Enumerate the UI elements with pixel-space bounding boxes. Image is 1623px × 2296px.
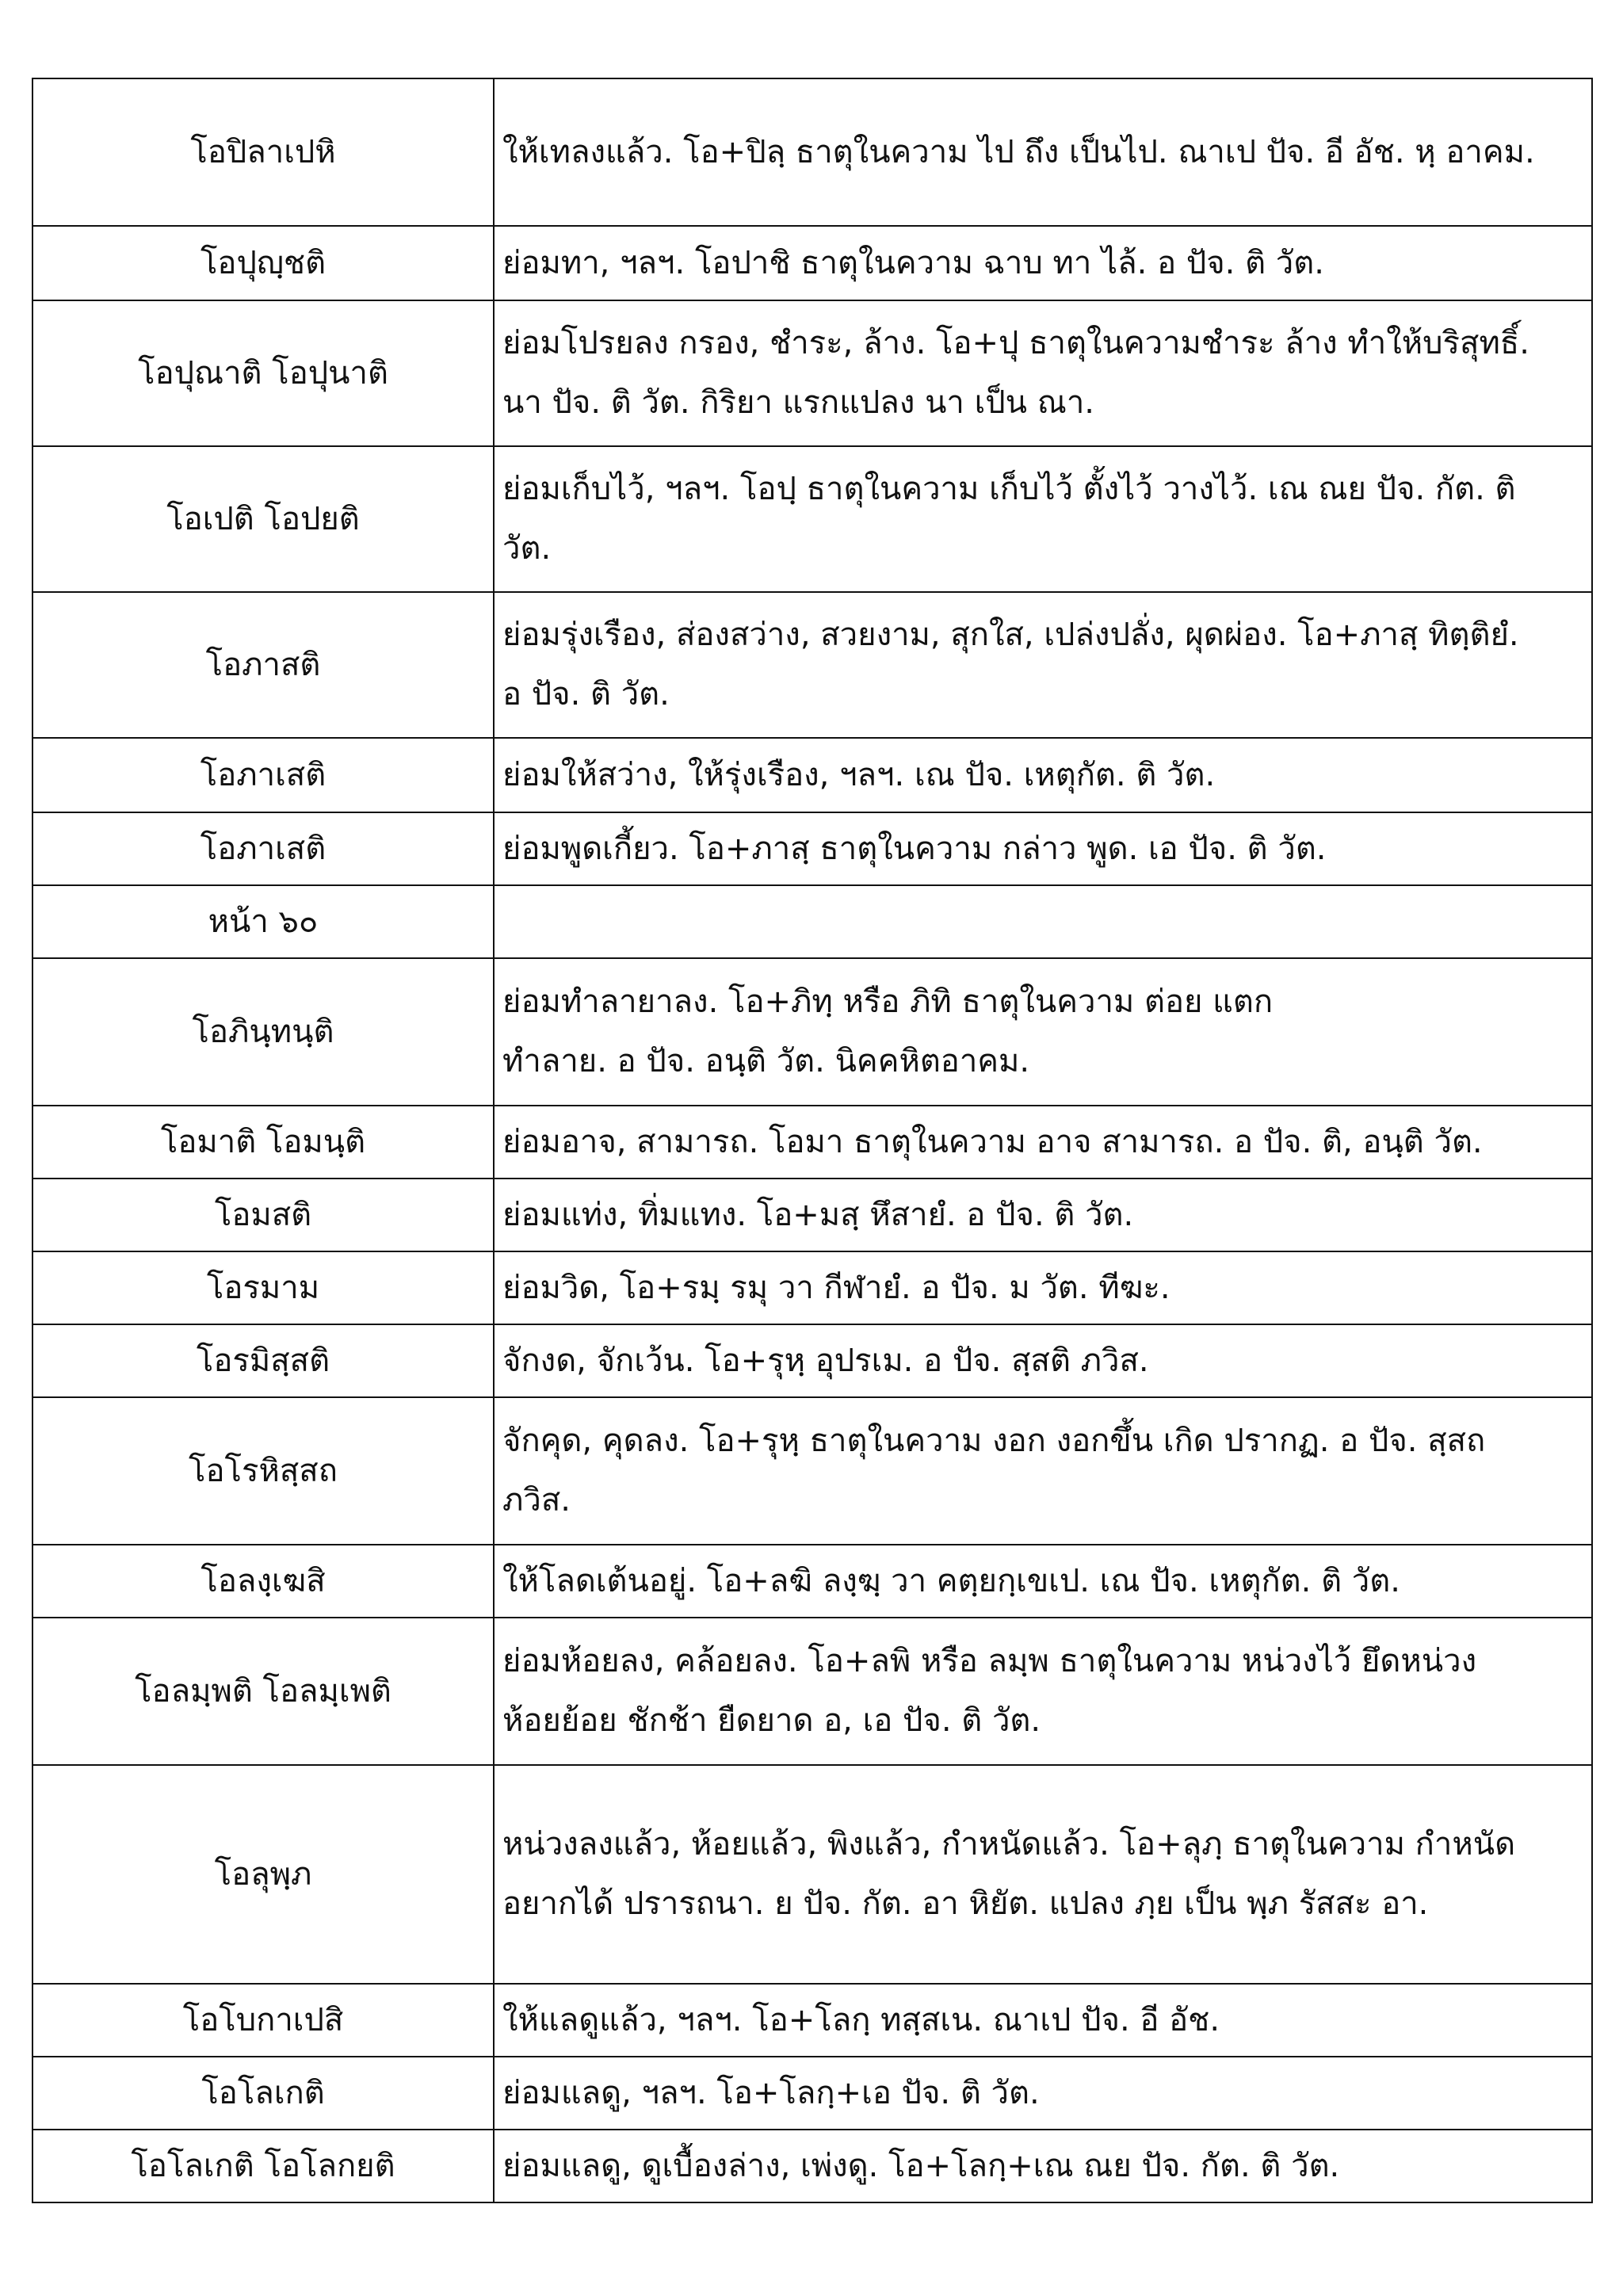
definition-cell: ย่อมพูดเกี้ยว. โอ+ภาสฺ ธาตุในความ กล่าว พูด. เอ ปัจ. ติ วัต. xyxy=(494,812,1592,885)
table-row xyxy=(32,1251,1592,1324)
term-cell: โอลงฺเฆสิ xyxy=(32,1545,494,1618)
table-row xyxy=(32,1765,1592,1984)
table-row xyxy=(32,2130,1592,2202)
term-cell: โอโลเกติ xyxy=(32,2057,494,2130)
table-row xyxy=(32,738,1592,812)
definition-cell: จักคุด, คุดลง. โอ+รุหฺ ธาตุในความ งอก งอกขึ้น เกิด ปรากฏ. อ ปัจ. สฺสถ ภวิส. xyxy=(494,1397,1592,1545)
table-row xyxy=(32,1324,1592,1397)
term-cell: โอปุญฺชติ xyxy=(32,226,494,300)
definition-cell: ย่อมอาจ, สามารถ. โอมา ธาตุในความ อาจ สามารถ. อ ปัจ. ติ, อนฺติ วัต. xyxy=(494,1106,1592,1179)
table-row xyxy=(32,78,1592,226)
definition-cell: ย่อมแท่ง, ทิ่มแทง. โอ+มสฺ หึสายํ. อ ปัจ. ติ วัต. xyxy=(494,1179,1592,1251)
definition-cell: ย่อมเก็บไว้, ฯลฯ. โอปฺ ธาตุในความ เก็บไว้ ตั้งไว้ วางไว้. เณ ณย ปัจ. กัต. ติ วัต. xyxy=(494,446,1592,592)
table-row xyxy=(32,300,1592,446)
table-row xyxy=(32,1545,1592,1618)
table-row xyxy=(32,1106,1592,1179)
term-cell: โอรมิสฺสติ xyxy=(32,1324,494,1397)
vocabulary-table xyxy=(32,78,1593,2203)
term-cell: โอเปติ โอปยติ xyxy=(32,446,494,592)
definition-cell: ย่อมทา, ฯลฯ. โอปาชิ ธาตุในความ ฉาบ ทา ไล้. อ ปัจ. ติ วัต. xyxy=(494,226,1592,300)
term-cell: โอโลเกติ โอโลกยติ xyxy=(32,2130,494,2202)
term-cell: โอมาติ โอมนฺติ xyxy=(32,1106,494,1179)
term-cell: โอลมฺพติ โอลมฺเพติ xyxy=(32,1618,494,1765)
term-cell: หน้า ๖๐ xyxy=(32,885,494,958)
definition-cell: ให้แลดูแล้ว, ฯลฯ. โอ+โลกฺ ทสฺสเน. ณาเป ปัจ. อี อัช. xyxy=(494,1984,1592,2057)
term-cell: โอภาเสติ xyxy=(32,738,494,812)
definition-cell: ให้โลดเต้นอยู่. โอ+ลฆิ ลงฺฆฺ วา คตฺยกฺเขเป. เณ ปัจ. เหตุกัต. ติ วัต. xyxy=(494,1545,1592,1618)
table-row xyxy=(32,958,1592,1106)
term-cell: โอรมาม xyxy=(32,1251,494,1324)
definition-cell: ย่อมโปรยลง กรอง, ชำระ, ล้าง. โอ+ปุ ธาตุในความชำระ ล้าง ทำให้บริสุทธิ์. นา ปัจ. ติ วัต. กิริยา แรกแปลง นา เป็น ณา. xyxy=(494,300,1592,446)
table-row xyxy=(32,2057,1592,2130)
document-page xyxy=(32,78,1591,2203)
table-row xyxy=(32,885,1592,958)
table-row xyxy=(32,1397,1592,1545)
definition-cell: ย่อมห้อยลง, คล้อยลง. โอ+ลพิ หรือ ลมฺพ ธาตุในความ หน่วงไว้ ยึดหน่วง ห้อยย้อย ชักช้า ยืดยาด อ, เอ ปัจ. ติ วัต. xyxy=(494,1618,1592,1765)
term-cell: โอปุณาติ โอปุนาติ xyxy=(32,300,494,446)
definition-cell: จักงด, จักเว้น. โอ+รุหฺ อุปรเม. อ ปัจ. สฺสติ ภวิส. xyxy=(494,1324,1592,1397)
definition-cell: ย่อมแลดู, ดูเบื้องล่าง, เพ่งดู. โอ+โลกฺ+เณ ณย ปัจ. กัต. ติ วัต. xyxy=(494,2130,1592,2202)
table-row xyxy=(32,592,1592,738)
definition-cell: ย่อมแลดู, ฯลฯ. โอ+โลกฺ+เอ ปัจ. ติ วัต. xyxy=(494,2057,1592,2130)
term-cell: โอภินฺทนฺติ xyxy=(32,958,494,1106)
term-cell: โอปิลาเปหิ xyxy=(32,78,494,226)
definition-cell: ย่อมให้สว่าง, ให้รุ่งเรือง, ฯลฯ. เณ ปัจ. เหตุกัต. ติ วัต. xyxy=(494,738,1592,812)
term-cell: โอภาสติ xyxy=(32,592,494,738)
definition-cell: ย่อมทำลายาลง. โอ+ภิทฺ หรือ ภิทิ ธาตุในความ ต่อย แตก ทำลาย. อ ปัจ. อนฺติ วัต. นิคคหิตอาคม. xyxy=(494,958,1592,1106)
table-row xyxy=(32,812,1592,885)
definition-cell: ให้เทลงแล้ว. โอ+ปิลฺ ธาตุในความ ไป ถึง เป็นไป. ณาเป ปัจ. อี อัช. หฺ อาคม. xyxy=(494,78,1592,226)
term-cell: โอโรหิสฺสถ xyxy=(32,1397,494,1545)
definition-cell: ย่อมรุ่งเรือง, ส่องสว่าง, สวยงาม, สุกใส, เปล่งปลั่ง, ผุดผ่อง. โอ+ภาสฺ ทิตฺติยํ. อ ปัจ. ติ วัต. xyxy=(494,592,1592,738)
table-row xyxy=(32,1984,1592,2057)
definition-cell xyxy=(494,885,1592,958)
term-cell: โอภาเสติ xyxy=(32,812,494,885)
table-row xyxy=(32,1179,1592,1251)
table-row xyxy=(32,1618,1592,1765)
table-row xyxy=(32,446,1592,592)
definition-cell: ย่อมวิด, โอ+รมฺ รมุ วา กีฬายํ. อ ปัจ. ม วัต. ทีฆะ. xyxy=(494,1251,1592,1324)
term-cell: โอลุพฺภ xyxy=(32,1765,494,1984)
term-cell: โอโบกาเปสิ xyxy=(32,1984,494,2057)
vocabulary-table-body xyxy=(32,78,1592,2202)
term-cell: โอมสติ xyxy=(32,1179,494,1251)
definition-cell: หน่วงลงแล้ว, ห้อยแล้ว, พิงแล้ว, กำหนัดแล้ว. โอ+ลุภฺ ธาตุในความ กำหนัด อยากได้ ปรารถนา. ย ปัจ. กัต. อา หิยัต. แปลง ภฺย เป็น พฺภ รัสสะ อา. xyxy=(494,1765,1592,1984)
table-row xyxy=(32,226,1592,300)
